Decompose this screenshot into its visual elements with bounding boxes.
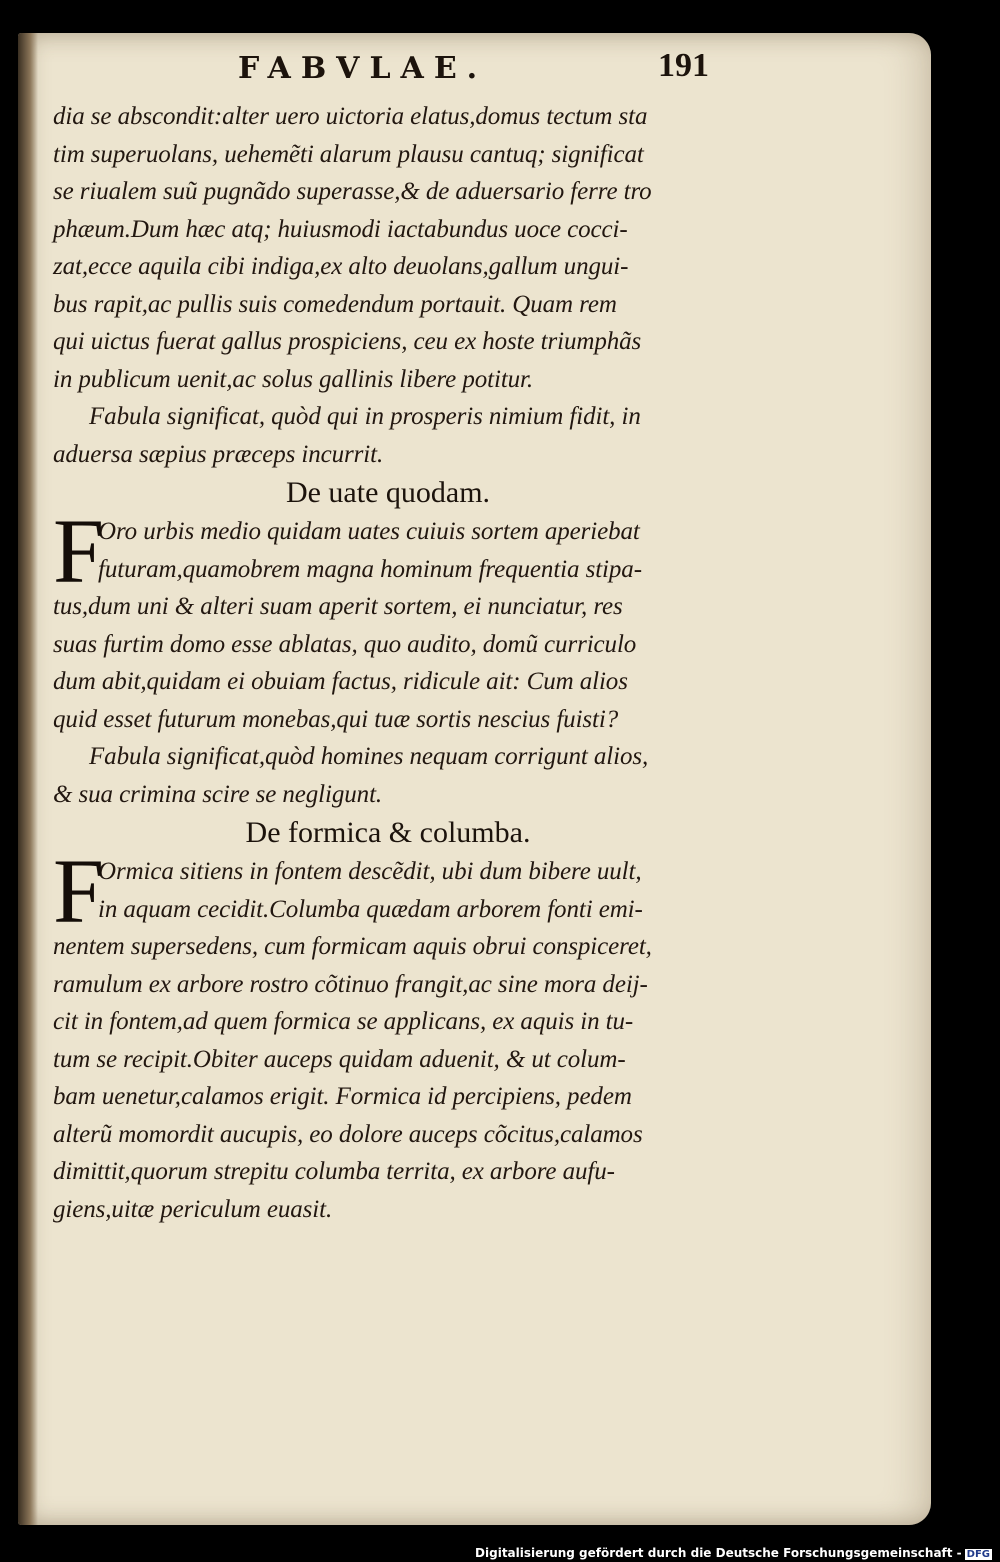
credit-text: Digitalisierung gefördert durch die Deutsche Forschungsgemeinschaft - [475,1546,962,1560]
fable-body [53,500,703,813]
fable-body [53,840,703,1228]
text-line: Ormica sitiens in fontem descẽdit, ubi dum bibere uult, [98,858,642,885]
text-line: Oro urbis medio quidam uates cuiuis sortem aperiebat [98,518,640,545]
running-head: FABVLAE. [238,51,488,86]
text-line: in publicum uenit,ac solus gallinis libere potitur. [53,365,534,393]
intro-paragraph [53,98,703,398]
drop-capital: F [53,840,105,942]
text-line: bam uenetur,calamos erigit. Formica id percipiens, pedem [53,1083,632,1110]
text-line: cit in fontem,ad quem formica se applicans, ex aquis in tu- [53,1008,634,1035]
text-line: quid esset futurum monebas,qui tuæ sortis nescius fuisti? [53,705,619,733]
moral-line: Fabula significat,quòd homines nequam corrigunt alios, [89,743,649,770]
moral-line: Fabula significat, quòd qui in prosperis nimium fidit, in [89,403,641,430]
text-line: dia se abscondit:alter uero uictoria elatus,domus tectum sta [53,103,648,130]
text-line: giens,uitæ periculum euasit. [53,1195,333,1223]
text-line: suas furtim domo esse ablatas, quo audito, domũ curriculo [53,630,637,658]
text-line: se riualem suũ pugnãdo superasse,& de aduersario ferre tro [53,178,652,205]
dfg-logo: DFG [966,1549,990,1560]
text-line: ramulum ex arbore rostro cõtinuo frangit,ac sine mora deij- [53,970,648,998]
text-line: zat,ecce aquila cibi indiga,ex alto deuolans,gallum ungui- [53,253,629,280]
text-line: tus,dum uni & alteri suam aperit sortem, ei nunciatur, res [53,593,623,620]
text-line: tum se recipit.Obiter auceps quidam aduenit, & ut colum- [53,1045,626,1073]
drop-capital: F [53,500,105,602]
intro-moral [53,398,703,473]
text-line: dum abit,quidam ei obuiam factus, ridicule ait: Cum alios [53,668,628,695]
book-page [18,33,931,1525]
moral-line: aduersa sæpius præceps incurrit. [53,440,384,468]
moral-line: & sua crimina scire se negligunt. [53,780,383,808]
text-line: alterũ momordit aucupis, eo dolore auceps cõcitus,calamos [53,1120,643,1148]
digitization-credit [475,1546,992,1560]
fable-title: De uate quodam. [285,476,491,509]
text-line: bus rapit,ac pullis suis comedendum portauit. Quam rem [53,290,617,318]
text-line: tim superuolans, uehemẽti alarum plausu cantuq; significat [53,140,644,168]
text-line: nentem supersedens, cum formicam aquis obrui conspiceret, [53,933,652,960]
page-number: 191 [658,47,709,84]
fable-title: De formica & columba. [245,816,531,849]
text-line: dimittit,quorum strepitu columba territa, ex arbore aufu- [53,1158,615,1185]
text-line: in aquam cecidit.Columba quædam arborem fonti emi- [98,895,643,923]
text-line: phæum.Dum hæc atq; huiusmodi iactabundus uoce cocci- [53,215,628,243]
page-gutter-shadow [18,33,38,1525]
text-line: qui uictus fuerat gallus prospiciens, ceu ex hoste triumphãs [53,328,642,355]
page-text [53,98,703,1228]
text-line: futuram,quamobrem magna hominum frequentia stipa- [98,555,642,583]
